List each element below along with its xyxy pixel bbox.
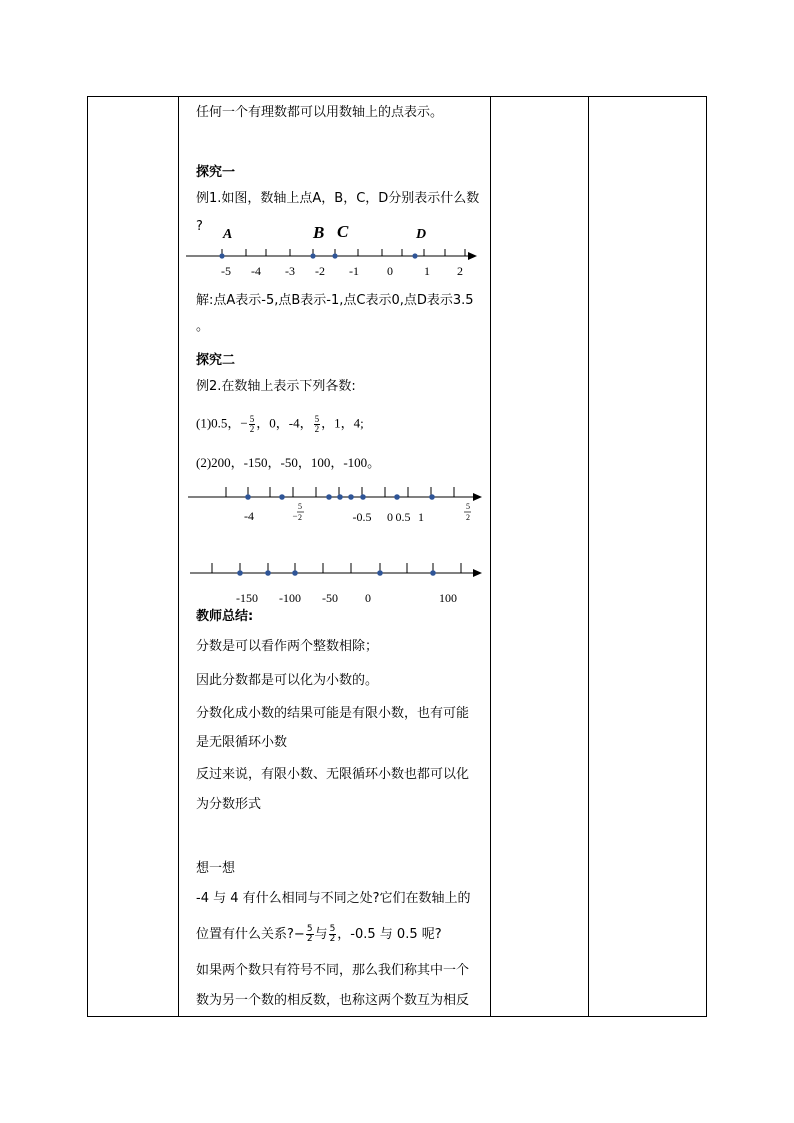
point <box>394 494 400 500</box>
tick-label: -4 <box>244 509 254 523</box>
point-a <box>219 253 224 258</box>
summary-line: 分数是可以看作两个整数相除； <box>196 639 379 654</box>
point <box>245 494 251 500</box>
point-b <box>310 253 315 258</box>
explore1-title: 探究一 <box>196 165 236 180</box>
axis-arrow <box>468 252 477 260</box>
minus-sign: − <box>240 415 248 431</box>
tick-label: 1 <box>418 510 424 524</box>
tick-label: 0.5 <box>395 510 411 524</box>
tick-label: -100 <box>279 591 301 605</box>
tick-label: 2 <box>457 264 463 278</box>
frac-den-label: 2 <box>466 513 470 522</box>
point-d <box>412 253 417 258</box>
point-c <box>332 253 337 258</box>
think-line: 如果两个数只有符号不同，那么我们称其中一个 <box>196 963 470 978</box>
column-divider <box>178 97 179 1016</box>
summary-line: 反过来说，有限小数、无限循环小数也都可以化 <box>196 767 470 782</box>
tick-label: -2 <box>315 264 325 278</box>
list1-mid: ，0，-4， <box>256 415 313 431</box>
think-line2-suffix: ，-0.5 与 0.5 呢? <box>337 927 442 942</box>
axis-arrow <box>473 569 482 577</box>
explore2-list1 <box>196 415 364 434</box>
minus-label: − <box>292 511 298 521</box>
point <box>348 494 354 500</box>
tick-label: 1 <box>424 264 430 278</box>
explore2-question: 例2.在数轴上表示下列各数: <box>196 379 356 394</box>
frac-num-label: 5 <box>466 502 470 511</box>
think-line2-mid: 与 <box>314 927 328 942</box>
tick-label: -3 <box>285 264 295 278</box>
point <box>360 494 366 500</box>
point-c-label: C <box>337 222 349 241</box>
fraction-five-halves: $\frac{5}{2}$ <box>306 924 313 944</box>
summary-line: 分数化成小数的结果可能是有限小数，也有可能 <box>196 706 470 721</box>
point <box>429 494 435 500</box>
summary-line: 是无限循环小数 <box>196 735 288 750</box>
summary-line: 为分数形式 <box>196 797 262 812</box>
summary-line: 因此分数都是可以化为小数的。 <box>196 673 379 688</box>
axis-ticks <box>212 563 461 573</box>
axis-arrow <box>473 493 482 501</box>
point <box>292 570 298 576</box>
tick-label: -0.5 <box>352 510 372 524</box>
explore2-list2: (2)200，-150，-50，100，-100。 <box>196 455 381 470</box>
frac-den-label: 2 <box>298 513 302 522</box>
tick-label: -150 <box>236 591 258 605</box>
column-divider <box>490 97 491 1016</box>
explore1-answer-tail: 。 <box>196 319 210 334</box>
point-b-label: B <box>313 223 325 242</box>
think-line: 数为另一个数的相反数，也称这两个数互为相反 <box>196 993 470 1008</box>
think-line <box>196 925 442 944</box>
think-line: -4 与 4 有什么相同与不同之处?它们在数轴上的 <box>196 891 471 906</box>
tick-label: 100 <box>439 591 457 605</box>
point <box>265 570 271 576</box>
axis-ticks <box>222 249 465 256</box>
tick-label: 0 <box>387 264 393 278</box>
list1-prefix: (1)0.5， <box>196 415 241 431</box>
fraction-five-halves: $\frac{5}{2}$ <box>329 924 336 944</box>
point <box>430 570 436 576</box>
point-a-label: A <box>223 227 233 242</box>
frac-num-label: 5 <box>298 502 302 511</box>
intro-text: 任何一个有理数都可以用数轴上的点表示。 <box>196 105 444 120</box>
point <box>337 494 343 500</box>
explore1-question: 例1.如图，数轴上点A，B，C，D分别表示什么数 <box>196 191 480 206</box>
list1-suffix: ，1，4; <box>321 415 364 431</box>
fraction-five-halves: $\frac{5}{2}$ <box>314 414 320 434</box>
point <box>237 570 243 576</box>
tick-label: -4 <box>251 264 261 278</box>
point <box>326 494 332 500</box>
point <box>377 570 383 576</box>
tick-label: 0 <box>387 510 393 524</box>
point <box>279 494 285 500</box>
summary-title: 教师总结: <box>196 609 254 624</box>
explore2-title: 探究二 <box>196 353 236 368</box>
column-divider <box>588 97 589 1016</box>
explore1-answer: 解:点A表示-5,点B表示-1,点C表示0,点D表示3.5 <box>196 293 474 308</box>
think-title: 想一想 <box>196 861 236 876</box>
tick-label: -1 <box>349 264 359 278</box>
number-line-1 <box>186 221 486 281</box>
tick-label: 0 <box>365 591 371 605</box>
point-d-label: D <box>416 227 427 242</box>
tick-label: -50 <box>322 591 338 605</box>
explore1-question-tail: ? <box>196 219 203 234</box>
fraction-five-halves: $\frac{5}{2}$ <box>249 414 255 434</box>
number-line-2 <box>186 481 486 537</box>
minus-sign: − <box>293 927 305 942</box>
number-line-3 <box>186 557 486 607</box>
lesson-table <box>87 96 707 1017</box>
think-line2-prefix: 位置有什么关系? <box>196 927 294 942</box>
tick-label: -5 <box>221 264 231 278</box>
